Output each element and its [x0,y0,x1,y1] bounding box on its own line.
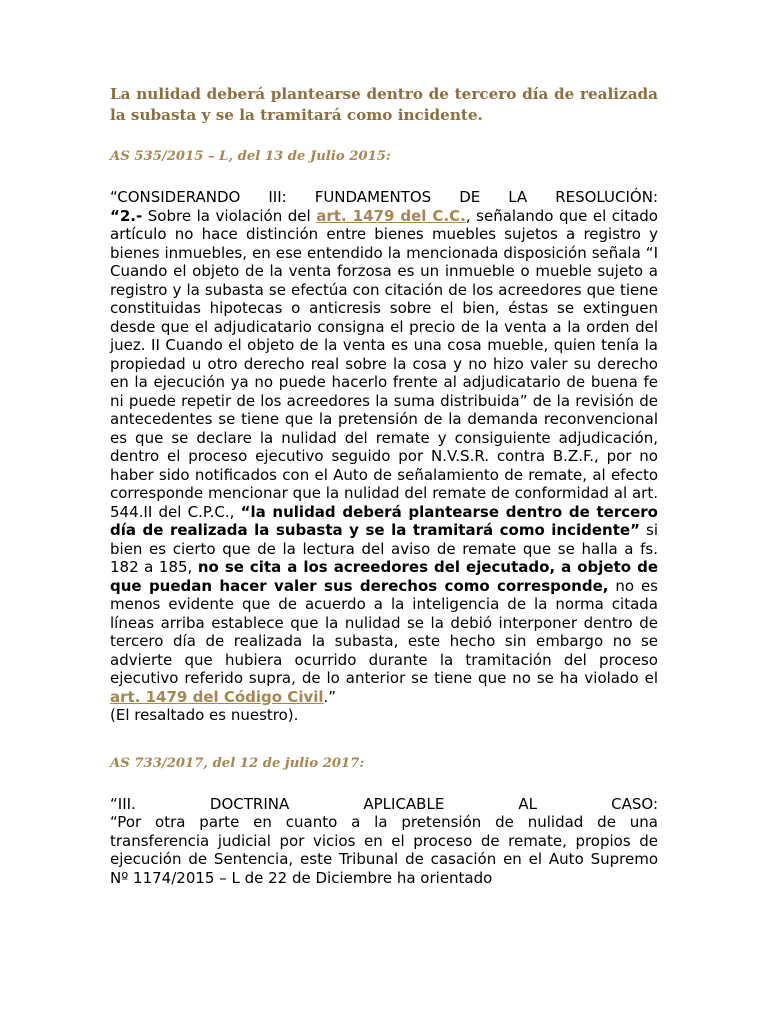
emphasis-note: (El resaltado es nuestro). [110,706,299,724]
text-run: no es menos evidente que de acuerdo a la inteligencia de la norma citada líneas arriba establece que la nulidad se la debió interponer dentro de tercero día de realizada la subasta, este hecho sin embargo no se advierte que hubiera ocurrido durante la tramitación del proceso ejecutivo referido supra, de lo anterior se tiene que no se ha violado el [110,576,658,687]
doctrina-heading: “III. DOCTRINA APLICABLE AL CASO: [110,794,658,813]
bold-quote-nulidad: “la nulidad deberá plantearse dentro de tercero día de realizada la subasta y se la tramitará como incidente” [110,502,658,539]
quote-as-535-2015 [110,188,658,725]
bold-no-se-cita: no se cita a los acreedores del ejecutado, a objeto de que puedan hacer valer sus derechos como corresponde, [110,558,658,595]
link-art-1479-cc[interactable]: art. 1479 del C.C. [316,206,466,225]
text-run: Sobre la violación del [142,206,317,225]
quote-as-733-2017 [110,795,658,888]
document-page [110,84,658,887]
text-run: si bien es cierto que de la lectura del aviso de remate que se halla a fs. 182 a 185, [110,521,658,576]
citation-as-733-2017: AS 733/2017, del 12 de julio 2017: [110,755,365,771]
quote-paragraph: “Por otra parte en cuanto a la pretensión de nulidad de una transferencia judicial por vicios en el proceso de remate, propios de ejecución de Sentencia, este Tribunal de casación en el Auto Supremo Nº 1174/2015 – L de 22 de Diciembre ha orientado [110,813,658,887]
quote-paragraph [110,207,658,706]
link-art-1479-codigo-civil[interactable]: art. 1479 del Código Civil [110,687,324,706]
text-run: , señalando que el citado artículo no hace distinción entre bienes muebles sujetos a registro y bienes inmuebles, en ese entendido la mencionada disposición señala “I Cuando el objeto de la venta forzosa es un inmueble o mueble sujeto a registro y la subasta se efectúa con citación de los acreedores que tiene constituidas hipotecas o anticresis sobre el bien, éstas se extinguen desde que el adjudicatario consigna el precio de la venta a la orden del juez. II Cuando el objeto de la venta es una cosa mueble, quien tenía la propiedad u otro derecho real sobre la cosa y no hizo valer su derecho en la ejecución ya no puede hacerlo frente al adjudicatario de buena fe ni puede repetir de los acreedores la suma distribuida” de la revisión de antecedentes se tiene que la pretensión de la demanda reconvencional es que se declare la nulidad del remate y consiguiente adjudicación, dentro el proceso ejecutivo seguido por N.V.S.R. contra B.Z.F., por no haber sido notificados con el Auto de señalamiento de remate, al efecto corresponde mencionar que la nulidad del remate de conformidad al art. 544.II del C.P.C., [110,206,658,521]
citation-as-535-2015: AS 535/2015 – L, del 13 de Julio 2015: [110,149,391,164]
text-run: .” [323,687,337,706]
section-heading: La nulidad deberá plantearse dentro de tercero día de realizada la subasta y se la tramitará como incidente. [110,85,658,124]
numeral: “2.- [110,206,143,225]
considerando-heading: “CONSIDERANDO III: FUNDAMENTOS DE LA RESOLUCIÓN: [110,188,658,206]
